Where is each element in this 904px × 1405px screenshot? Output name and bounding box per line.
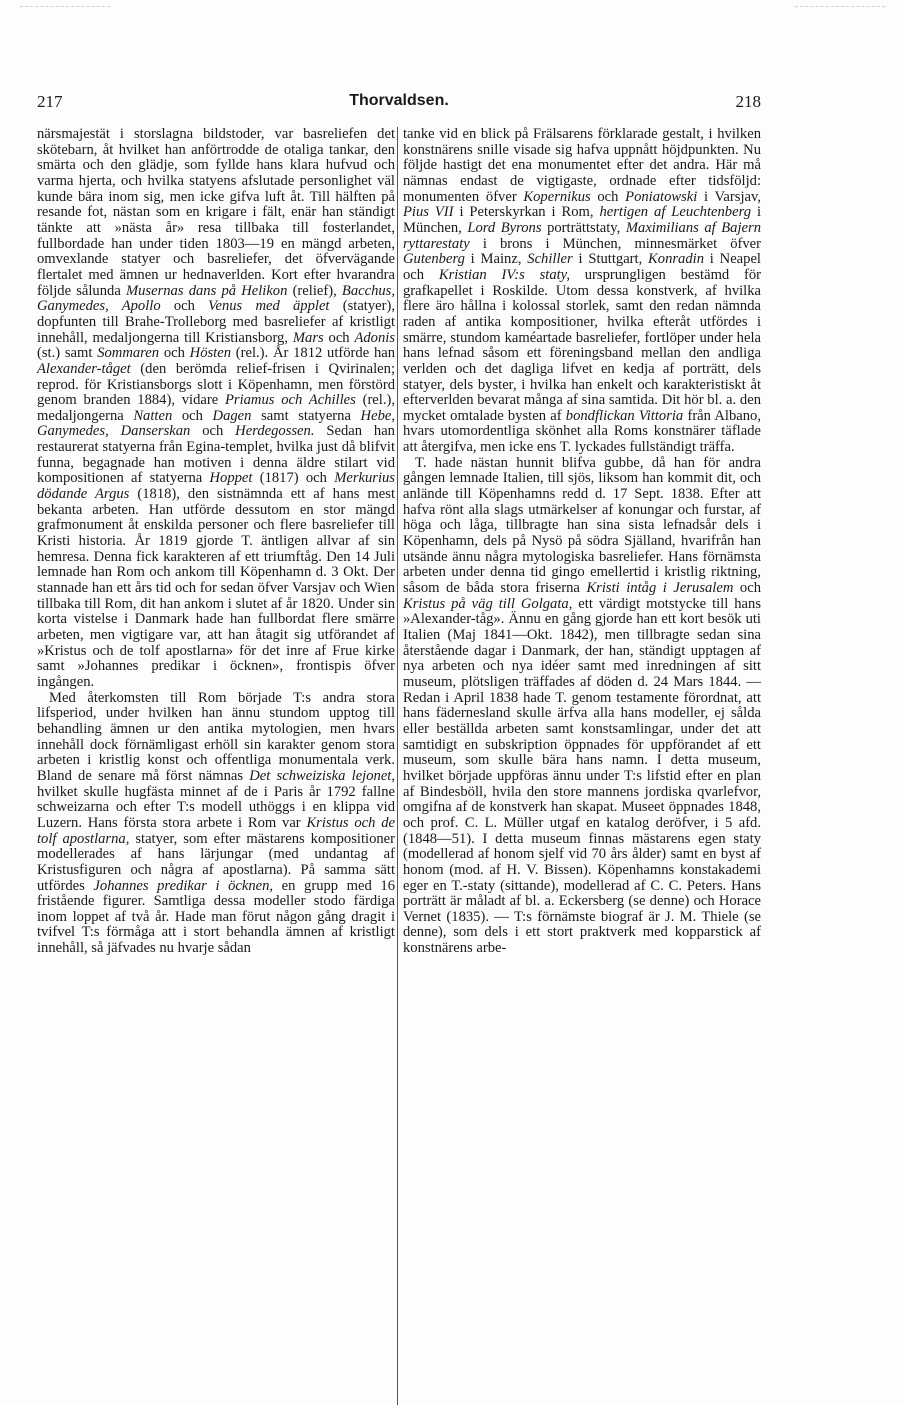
text-run: i Varsjav,	[697, 188, 761, 205]
text-run: i München,	[403, 204, 761, 236]
right-paragraph-2	[403, 456, 761, 957]
text-run: (den berömda relief-frisen i Qvirinalen; reprod. för Kristiansborgs slott i Köpenhamn, men förstörd genom branden 1884), vidare	[37, 360, 395, 409]
text-run: och	[590, 188, 626, 205]
text-run: och	[190, 423, 236, 440]
italic-title: Johannes predikar i öcknen,	[93, 877, 274, 894]
left-paragraph-1	[37, 127, 395, 691]
italic-title: Adonis	[354, 329, 396, 346]
text-run: (1818), den sistnämnda ett af hans mest bekanta arbeten. Han utförde dessutom en stor mängd grafmonument åt enskilda personer och flere basreliefer till Kristi historia. År 1819 gjorde T. äntligen allvar af sin hemresa. Denna fick karakteren af ett triumftåg. Den 14 Juli lemnade han Rom och ankom till Köpenhamn d. 3 Okt. Der stannade han ett års tid och for sedan öfver Varsjav och Wien tillbaka till Rom, dit han ankom i slutet af år 1820. Under sin korta vistelse i Danmark hade han fullbordat flere smärre arbeten, men vigtigare var, att han åtagit sig utförandet af »Kristus och de tolf apostlarna» för det inre af Frue kirke samt »Johannes predikar i öcknen», frontispis öfver ingången.	[37, 486, 395, 690]
page-title: Thorvaldsen.	[349, 92, 449, 109]
text-run: och	[172, 407, 213, 424]
scan-edge-mark-right	[795, 6, 885, 8]
text-run: och	[159, 345, 190, 362]
text-run: och	[323, 329, 355, 346]
italic-title: Kopernikus	[523, 188, 591, 205]
text-run: statyer, som efter mästarens kompositioner modellerades af hans lärjungar (med undantag af Kristusfiguren och några af apostlarna). På samma sätt utfördes	[37, 830, 395, 894]
italic-title: Hösten	[189, 345, 232, 362]
italic-title: Kristi intåg i Jerusalem	[586, 580, 734, 597]
text-run: närsmajestät i storslagna bildstoder, var basreliefen det skötebarn, åt hvilket han anförtrodde de otaliga tankar, den smärta och den glädje, som fyllde hans klara hufvud och varma hjerta, och hvilka statyens afslutade personlighet väl kunde bära inom sig, men icke gifva luft åt. Till hälften på resande fot, nästan som en krigare i fält, enär han ständigt tänkte att »nästa år» resa tillbaka till fosterlandet, fullbordade han under tiden 1803—19 en mängd arbeten, omvexlande statyer och basreliefer, det öfvervägande flertalet med ämnen ur hednaverlden. Kort efter hvarandra följde sålunda	[37, 126, 395, 299]
text-run: (statyer), dopfunten till Brahe-Trolleborg med basreliefer af kristligt innehåll, medaljongerna till Kristiansborg,	[37, 298, 395, 346]
text-run: T. hade nästan hunnit blifva gubbe, då han för andra gången lemnade Italien, till sjös, liksom han kommit dit, och anlände till Köpenhamns redd d. 17 Sept. 1838. Efter att hafva rönt alla slags utmärkelser af konungar och furstar, af höga och låga, tillbragte han sina sista lefnadsår dels i Köpenhamn, dels på Nysö på södra Själland, hvarifrån han utsände ännu några mytologiska basreliefer. Hans förnämsta arbeten under denna tid gingo emellertid i kristlig riktning, såsom de båda stora friserna	[403, 454, 761, 597]
italic-title: Lord Byrons	[467, 219, 542, 236]
text-run: och	[160, 298, 209, 315]
italic-title: Natten	[133, 407, 173, 424]
italic-title: Venus med äpplet	[208, 298, 330, 315]
text-run: i Mainz,	[464, 251, 528, 268]
italic-title: Priamus och Achilles	[224, 392, 356, 409]
text-run: samt statyerna	[251, 407, 361, 424]
text-run: hvilket skulle hugfästa minnet af de i Paris år 1792 fallne schweizarna och efter T:s modell uthöggs i en klippa vid Luzern. Hans första stora arbete i Rom var	[37, 783, 395, 831]
right-page-number: 218	[735, 92, 761, 111]
text-run: en grupp med 16 fristående figurer. Samtliga dessa modeller stodo färdiga inom loppet af två år. Hade man förut någon gång dragit i tvifvel T:s förmåga att i stort behandla ämnen af kristligt innehåll, så jäfvades nu hvarje sådan	[37, 877, 395, 957]
italic-title: Det schweiziska lejonet,	[249, 767, 396, 784]
column-divider	[397, 127, 398, 1405]
left-paragraph-2	[37, 691, 395, 957]
text-run: tanke vid en blick på Frälsarens förklarade gestalt, i hvilken konstnärens snille visade sig hafva uppnått höjdpunkten. Nu följde hastigt det ena monumentet efter det andra. Här må nämnas endast de vigtigaste, ordnade efter tidsföljd: monumenten öfver	[403, 126, 761, 205]
italic-title: Bacchus, Ganymedes, Apollo	[37, 282, 395, 315]
text-run: (1817) och	[252, 470, 335, 487]
italic-title: bondflickan Vittoria	[565, 407, 684, 424]
italic-title: Merkurius dödande Argus	[37, 470, 395, 503]
text-run: (relief),	[287, 282, 342, 299]
right-column	[403, 127, 761, 957]
italic-title: Musernas dans på Helikon	[125, 282, 288, 299]
text-run: ursprungligen bestämd för grafkapellet i Roskilde. Utom dessa konstverk, af hvilka flere äro hållna i kolossal storlek, samt den redan nämnda raden af antika kompositioner, hvilka efteråt utfördes i smärre, stundom kaméartade basreliefer, fortlöper under hela hans lefnad såsom ett föreningsband mellan den andliga verlden och det dagliga lifvet en kedja af porträtt, dels statyer, dels byster, i hvilka han enkelt och karakteristiskt åt efterverlden bevarat många af sina samtida. Dit hör bl. a. den mycket omtalade bysten af	[403, 266, 761, 424]
italic-title: Poniatowski	[625, 188, 698, 205]
right-paragraph-1	[403, 127, 761, 456]
text-run: i Peterskyrkan i Rom,	[453, 204, 600, 221]
italic-title: Sommaren	[97, 345, 160, 362]
running-header	[37, 92, 761, 116]
text-run: ett värdigt motstycke till hans »Alexander-tåg». Ännu en gång gjorde han ett kort besök uti Italien (Maj 1841—Okt. 1842), men tillbragte sedan sina återstående dagar i Danmark, der han, ständigt upptagen af nya arbeten och nya idéer samt med inredningen af sitt museum, plötsligen träffades af döden d. 24 Mars 1844. — Redan i April 1838 hade T. genom testamente förordnat, att hans fädernesland skulle ärfva alla hans modeller, ej sålda eller beställda arbeten samt konstsamlingar, under det att samtidigt en subskription öppnades för uppförandet af ett museum, som skulle bära hans namn. I detta museum, hvilket började uppföras ännu under T:s lifstid efter en plan af Bindesböll, hvila den store mannens jordiska qvarlefvor, omgifna af de konstverk han skapat. Museet öppnades 1848, och prof. C. L. Müller utgaf en katalog deröfver, i 5 afd. (1848—51). I detta museum finnas mästarens egen staty (modellerad af honom sjelf vid 70 års ålder) samt en byst af honom (mod. af H. V. Bissen). Köpenhamns konstakademi eger en T.-staty (sittande), modellerad af C. C. Peters. Hans porträtt är måladt af bl. a. Eckersberg (se denne) och Horace Vernet (1835). — T:s förnämste biograf är J. M. Thiele (se denne), som dels i ett stort praktverk med kopparstick af konstnärens arbe-	[403, 595, 761, 957]
scan-edge-mark-left	[20, 6, 110, 8]
italic-title: Dagen	[212, 407, 252, 424]
text-run: i Stuttgart,	[572, 251, 649, 268]
italic-title: Pius VII	[403, 204, 454, 221]
italic-title: Mars	[292, 329, 324, 346]
italic-title: Herdegossen.	[235, 423, 315, 440]
text-run: (rel.), medaljongerna	[37, 392, 395, 424]
italic-title: hertigen af Leuchtenberg	[599, 204, 752, 221]
text-run: (st.) samt	[37, 345, 98, 362]
text-run: Sedan han restaurerat statyerna från Egina-templet, hvilka just då blifvit funna, begagnade han motiven i denna äldre stilart vid kompositionen af statyerna	[37, 423, 395, 487]
italic-title: Kristus och de tolf apostlarna,	[37, 814, 395, 847]
italic-title: Alexander-tåget	[37, 360, 131, 377]
italic-title: Maximilians af Bajern ryttarestaty	[403, 219, 761, 252]
text-run: (rel.). År 1812 utförde han	[231, 345, 396, 362]
italic-title: Hebe, Ganymedes, Danserskan	[37, 407, 395, 440]
left-column	[37, 127, 395, 957]
italic-title: Kristus på väg till Golgata,	[403, 595, 573, 612]
italic-title: Hoppet	[209, 470, 253, 487]
italic-title: Konradin	[648, 251, 704, 268]
text-run: porträttstaty,	[541, 219, 626, 236]
text-run: i brons i München, minnesmärket öfver	[469, 235, 761, 252]
left-page-number: 217	[37, 92, 63, 111]
text-run: från Albano, hvars utomordentliga skönhet alla Roms konstnärer täflade att återgifva, men icke ens T. lyckades fullständigt träffa.	[403, 407, 761, 456]
italic-title: Schiller	[527, 251, 573, 268]
italic-title: Kristian IV:s staty,	[438, 266, 570, 283]
text-run: Med återkomsten till Rom började T:s andra stora lifsperiod, under hvilken han ännu stundom upptog till behandling ämnen ur den antika mytologien, men hvars innehåll dock förnämligast erhöll sin karakter genom stora arbeten i kristlig konst och offentliga monumentala verk. Bland de senare må först nämnas	[37, 689, 395, 784]
text-run: och	[733, 580, 761, 597]
italic-title: Gutenberg	[403, 251, 465, 268]
text-run: i Neapel och	[403, 251, 761, 283]
